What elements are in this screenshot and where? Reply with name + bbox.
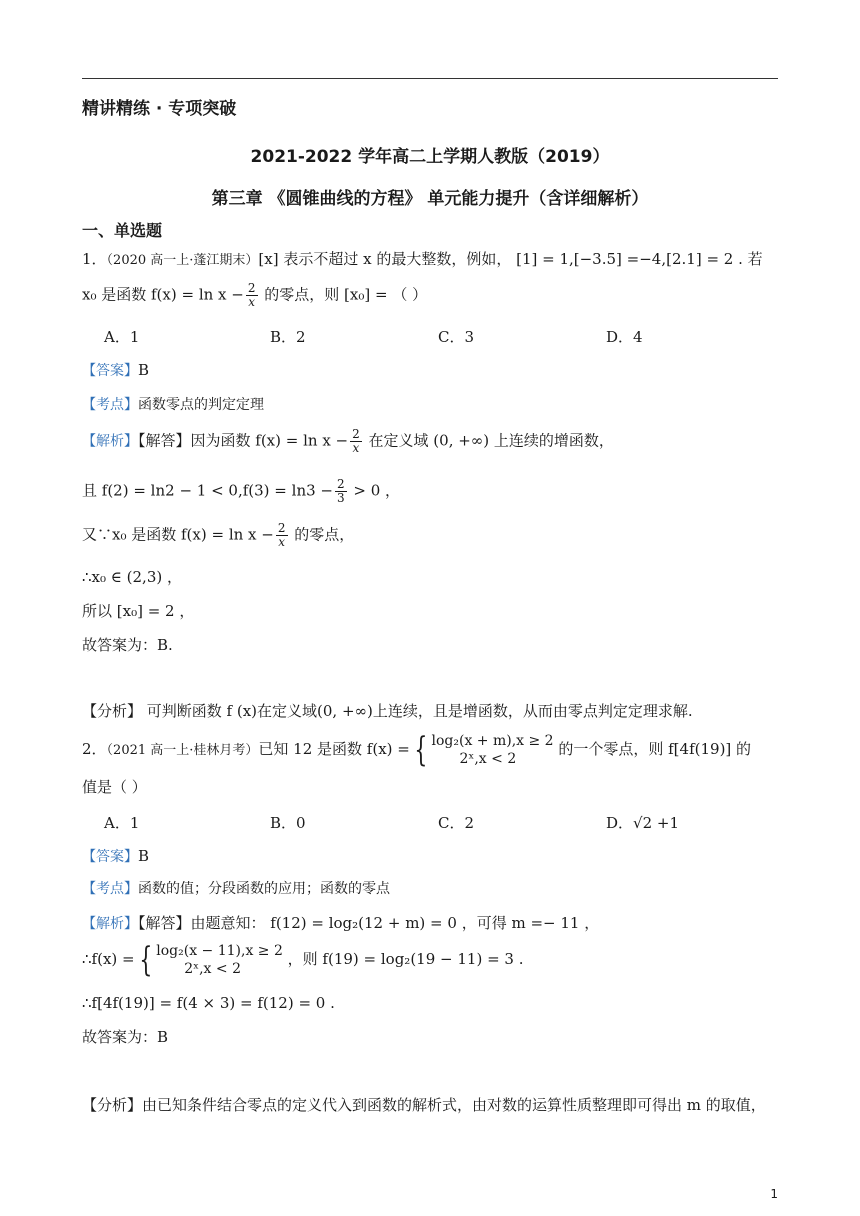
document-subtitle: 第三章 《圆锥曲线的方程》 单元能力提升（含详细解析） xyxy=(211,189,649,209)
q1-number: 1． xyxy=(82,250,107,268)
q2-knowledge-point: 【考点】函数的值；分段函数的应用；函数的零点 xyxy=(82,881,390,897)
q2-analysis-line2: ∴f(x) = { log₂(x − 11),x ≥ 2 2ˣ,x < 2 ，则 f(19) = log₂(19 − 11) = 3 . xyxy=(82,940,524,980)
q1-option-d: D．4 xyxy=(606,328,643,346)
q2-source: （2021 高一上·桂林月考） xyxy=(106,743,259,758)
q1-knowledge-point: 【考点】函数零点的判定定理 xyxy=(82,397,264,413)
q1-stem-text: [x] 表示不超过 x 的最大整数，例如， [1] = 1,[−3.5] =−4,[2.1] = 2 . 若 xyxy=(258,250,763,268)
q1-source: （2020 高一上·蓬江期末） xyxy=(106,253,259,268)
q1-option-a: A．1 xyxy=(104,328,140,346)
document-title: 2021-2022 学年高二上学期人教版（2019） xyxy=(250,147,610,167)
series-title: 精讲精练 · 专项突破 xyxy=(82,99,237,119)
q2-option-c: C．2 xyxy=(438,814,475,832)
q2-option-b: B．0 xyxy=(270,814,306,832)
page-number: 1 xyxy=(770,1187,778,1201)
q2-option-d: D．√2 +1 xyxy=(606,814,680,832)
q2-summary: 【分析】由已知条件结合零点的定义代入到函数的解析式，由对数的运算性质整理即可得出 m 的取值， xyxy=(82,1096,766,1114)
q1-analysis-line6: 故答案为：B. xyxy=(82,636,173,654)
q2-option-a: A．1 xyxy=(104,814,140,832)
q2-answer: 【答案】B xyxy=(82,847,150,865)
q1-analysis-line4: ∴x₀ ∈ (2,3) ， xyxy=(82,568,182,586)
q1-option-b: B．2 xyxy=(270,328,306,346)
q2-stem-line2: 值是（ ） xyxy=(82,778,147,796)
q1-stem-line1 xyxy=(82,248,763,269)
q1-stem-line2: x₀ 是函数 f(x) = ln x − $\frac{2}{x}$ 的零点，则 [x₀] = （ ） xyxy=(82,281,428,309)
q2-analysis-line3: ∴f[4f(19)] = f(4 × 3) = f(12) = 0 . xyxy=(82,994,335,1012)
fraction: $\frac{2}{x}$ xyxy=(247,281,256,309)
section-heading: 一、单选题 xyxy=(82,221,163,240)
q1-summary: 【分析】 可判断函数 f (x)在定义域(0, +∞)上连续，且是增函数，从而由零点判定定理求解. xyxy=(82,702,693,720)
q2-analysis-line1: 【解析】【解答】由题意知： f(12) = log₂(12 + m) = 0 ，可得 m =− 11 ， xyxy=(82,914,600,932)
q2-stem-line1: 2．（2021 高一上·桂林月考）已知 12 是函数 f(x) = { log₂(x + m),x ≥ 2 2ˣ,x < 2 的一个零点，则 f[4f(19)] 的 xyxy=(82,730,752,770)
q1-option-c: C．3 xyxy=(438,328,475,346)
header-rule xyxy=(82,78,778,79)
q1-analysis-line3: 又∵x₀ 是函数 f(x) = ln x − $\frac{2}{x}$ 的零点， xyxy=(82,521,355,549)
q1-analysis-line2: 且 f(2) = ln2 − 1 < 0,f(3) = ln3 − $\frac{2}{3}$ > 0 ， xyxy=(82,477,401,505)
q2-analysis-line4: 故答案为：B xyxy=(82,1028,169,1046)
q1-analysis-line1: 【解析】【解答】因为函数 f(x) = ln x − $\frac{2}{x}$ 在定义域 (0, +∞) 上连续的增函数， xyxy=(82,427,614,455)
q1-analysis-line5: 所以 [x₀] = 2 ， xyxy=(82,602,195,620)
q1-answer: 【答案】B xyxy=(82,361,150,379)
q2-number: 2． xyxy=(82,740,107,758)
